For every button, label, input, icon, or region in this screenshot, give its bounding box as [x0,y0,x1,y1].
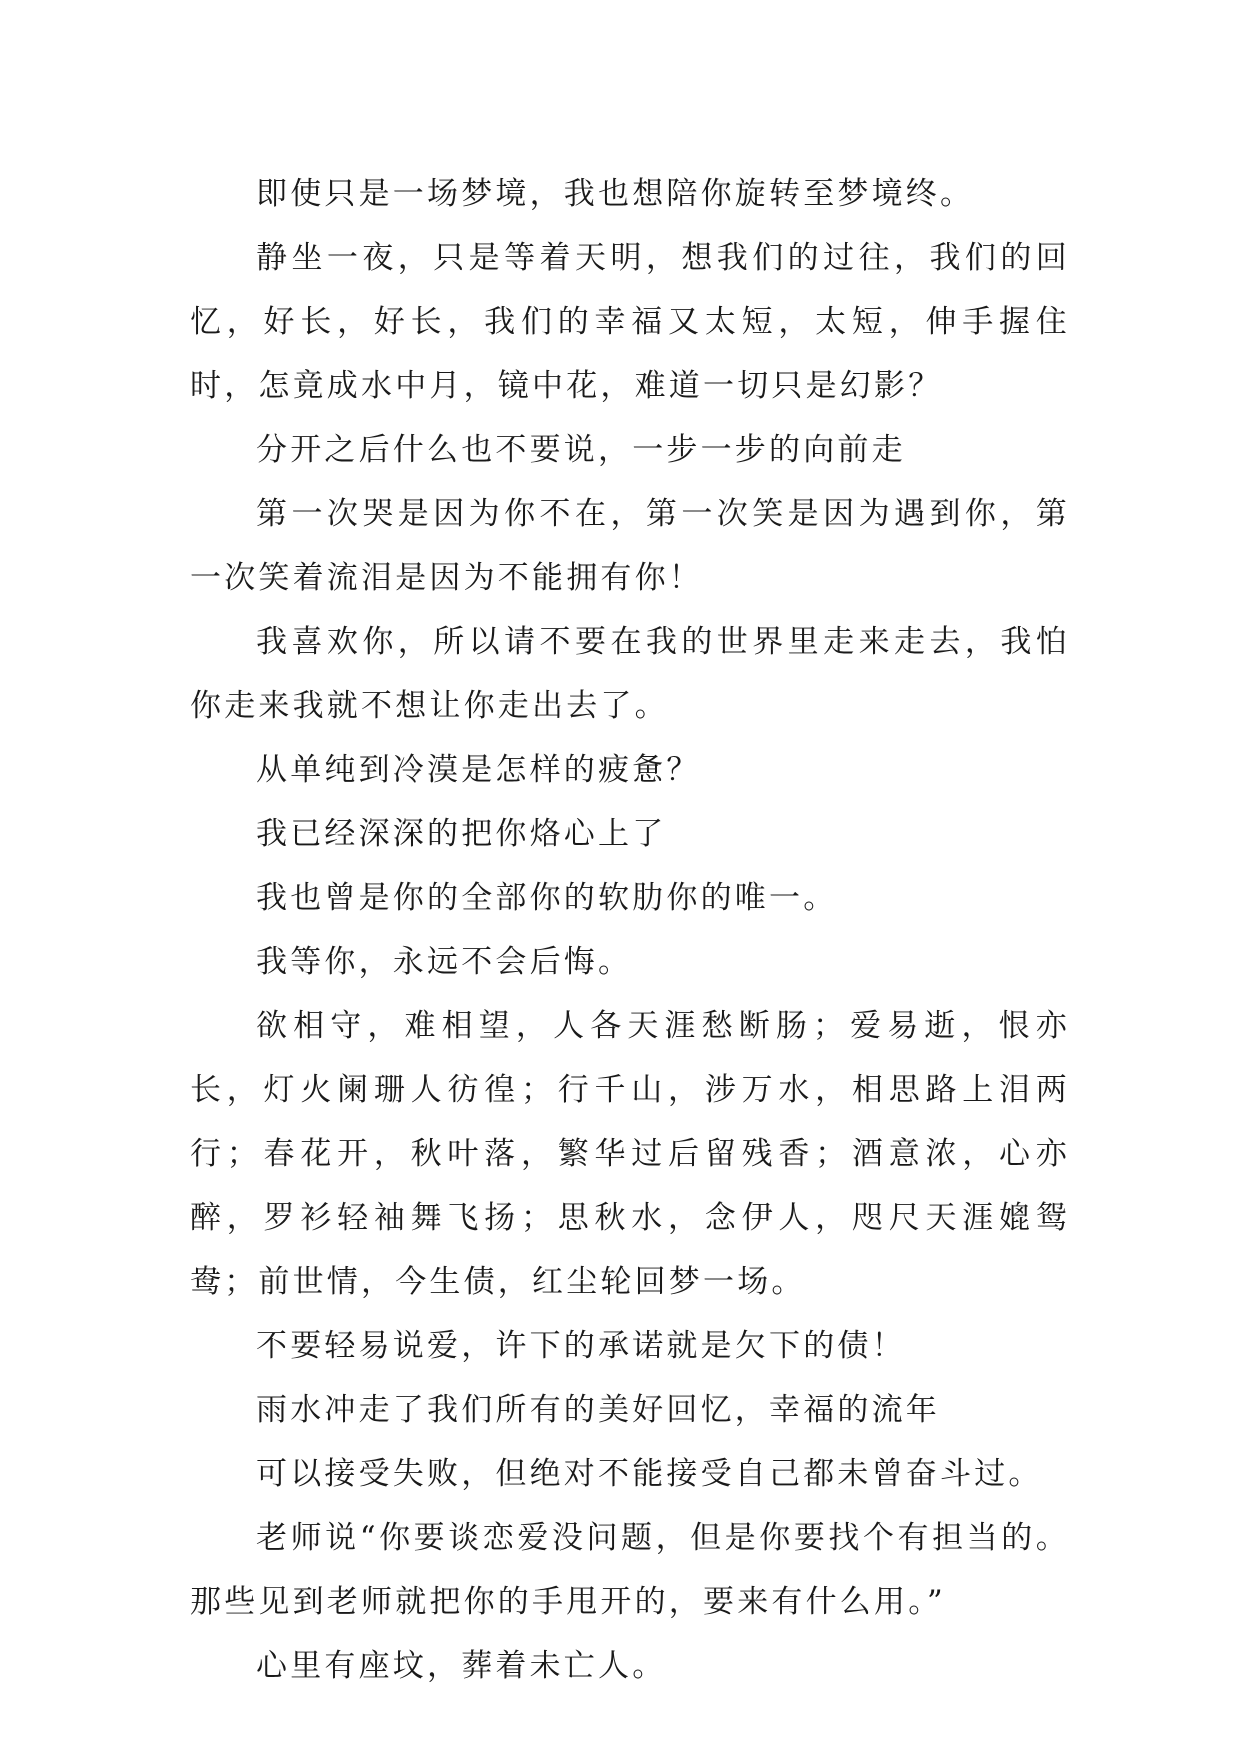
paragraph: 可以接受失败，但绝对不能接受自己都未曾奋斗过。 [256,1456,1043,1492]
paragraph: 我等你，永远不会后悔。 [256,944,633,980]
paragraph: 第一次哭是因为你不在，第一次笑是因为遇到你，第一次笑着流泪是因为不能拥有你！ [190,496,1070,596]
paragraph: 我已经深深的把你烙心上了 [256,816,667,852]
paragraph: 我喜欢你，所以请不要在我的世界里走来走去，我怕你走来我就不想让你走出去了。 [190,624,1070,724]
paragraph: 分开之后什么也不要说，一步一步的向前走 [256,432,906,468]
paragraph: 心里有座坟，葬着未亡人。 [256,1648,667,1684]
paragraph: 静坐一夜，只是等着天明，想我们的过往，我们的回忆，好长，好长，我们的幸福又太短，太短，伸手握住时，怎竟成水中月，镜中花，难道一切只是幻影？ [190,240,1070,404]
paragraph: 即使只是一场梦境，我也想陪你旋转至梦境终。 [256,176,975,212]
paragraph: 老师说“你要谈恋爱没问题，但是你要找个有担当的。那些见到老师就把你的手甩开的，要来有什么用。” [190,1520,1070,1620]
paragraph: 不要轻易说爱，许下的承诺就是欠下的债！ [256,1328,906,1364]
paragraph: 我也曾是你的全部你的软肋你的唯一。 [256,880,838,916]
paragraph: 从单纯到冷漠是怎样的疲惫？ [256,752,701,788]
paragraph: 欲相守，难相望，人各天涯愁断肠；爱易逝，恨亦长，灯火阑珊人彷徨；行千山，涉万水，相思路上泪两行；春花开，秋叶落，繁华过后留残香；酒意浓，心亦醉，罗衫轻袖舞飞扬；思秋水，念伊人，咫尺天涯媲鸳鸯；前世情，今生债，红尘轮回梦一场。 [190,1008,1070,1300]
paragraph: 雨水冲走了我们所有的美好回忆，幸福的流年 [256,1392,940,1428]
document-body [190,162,1070,1698]
